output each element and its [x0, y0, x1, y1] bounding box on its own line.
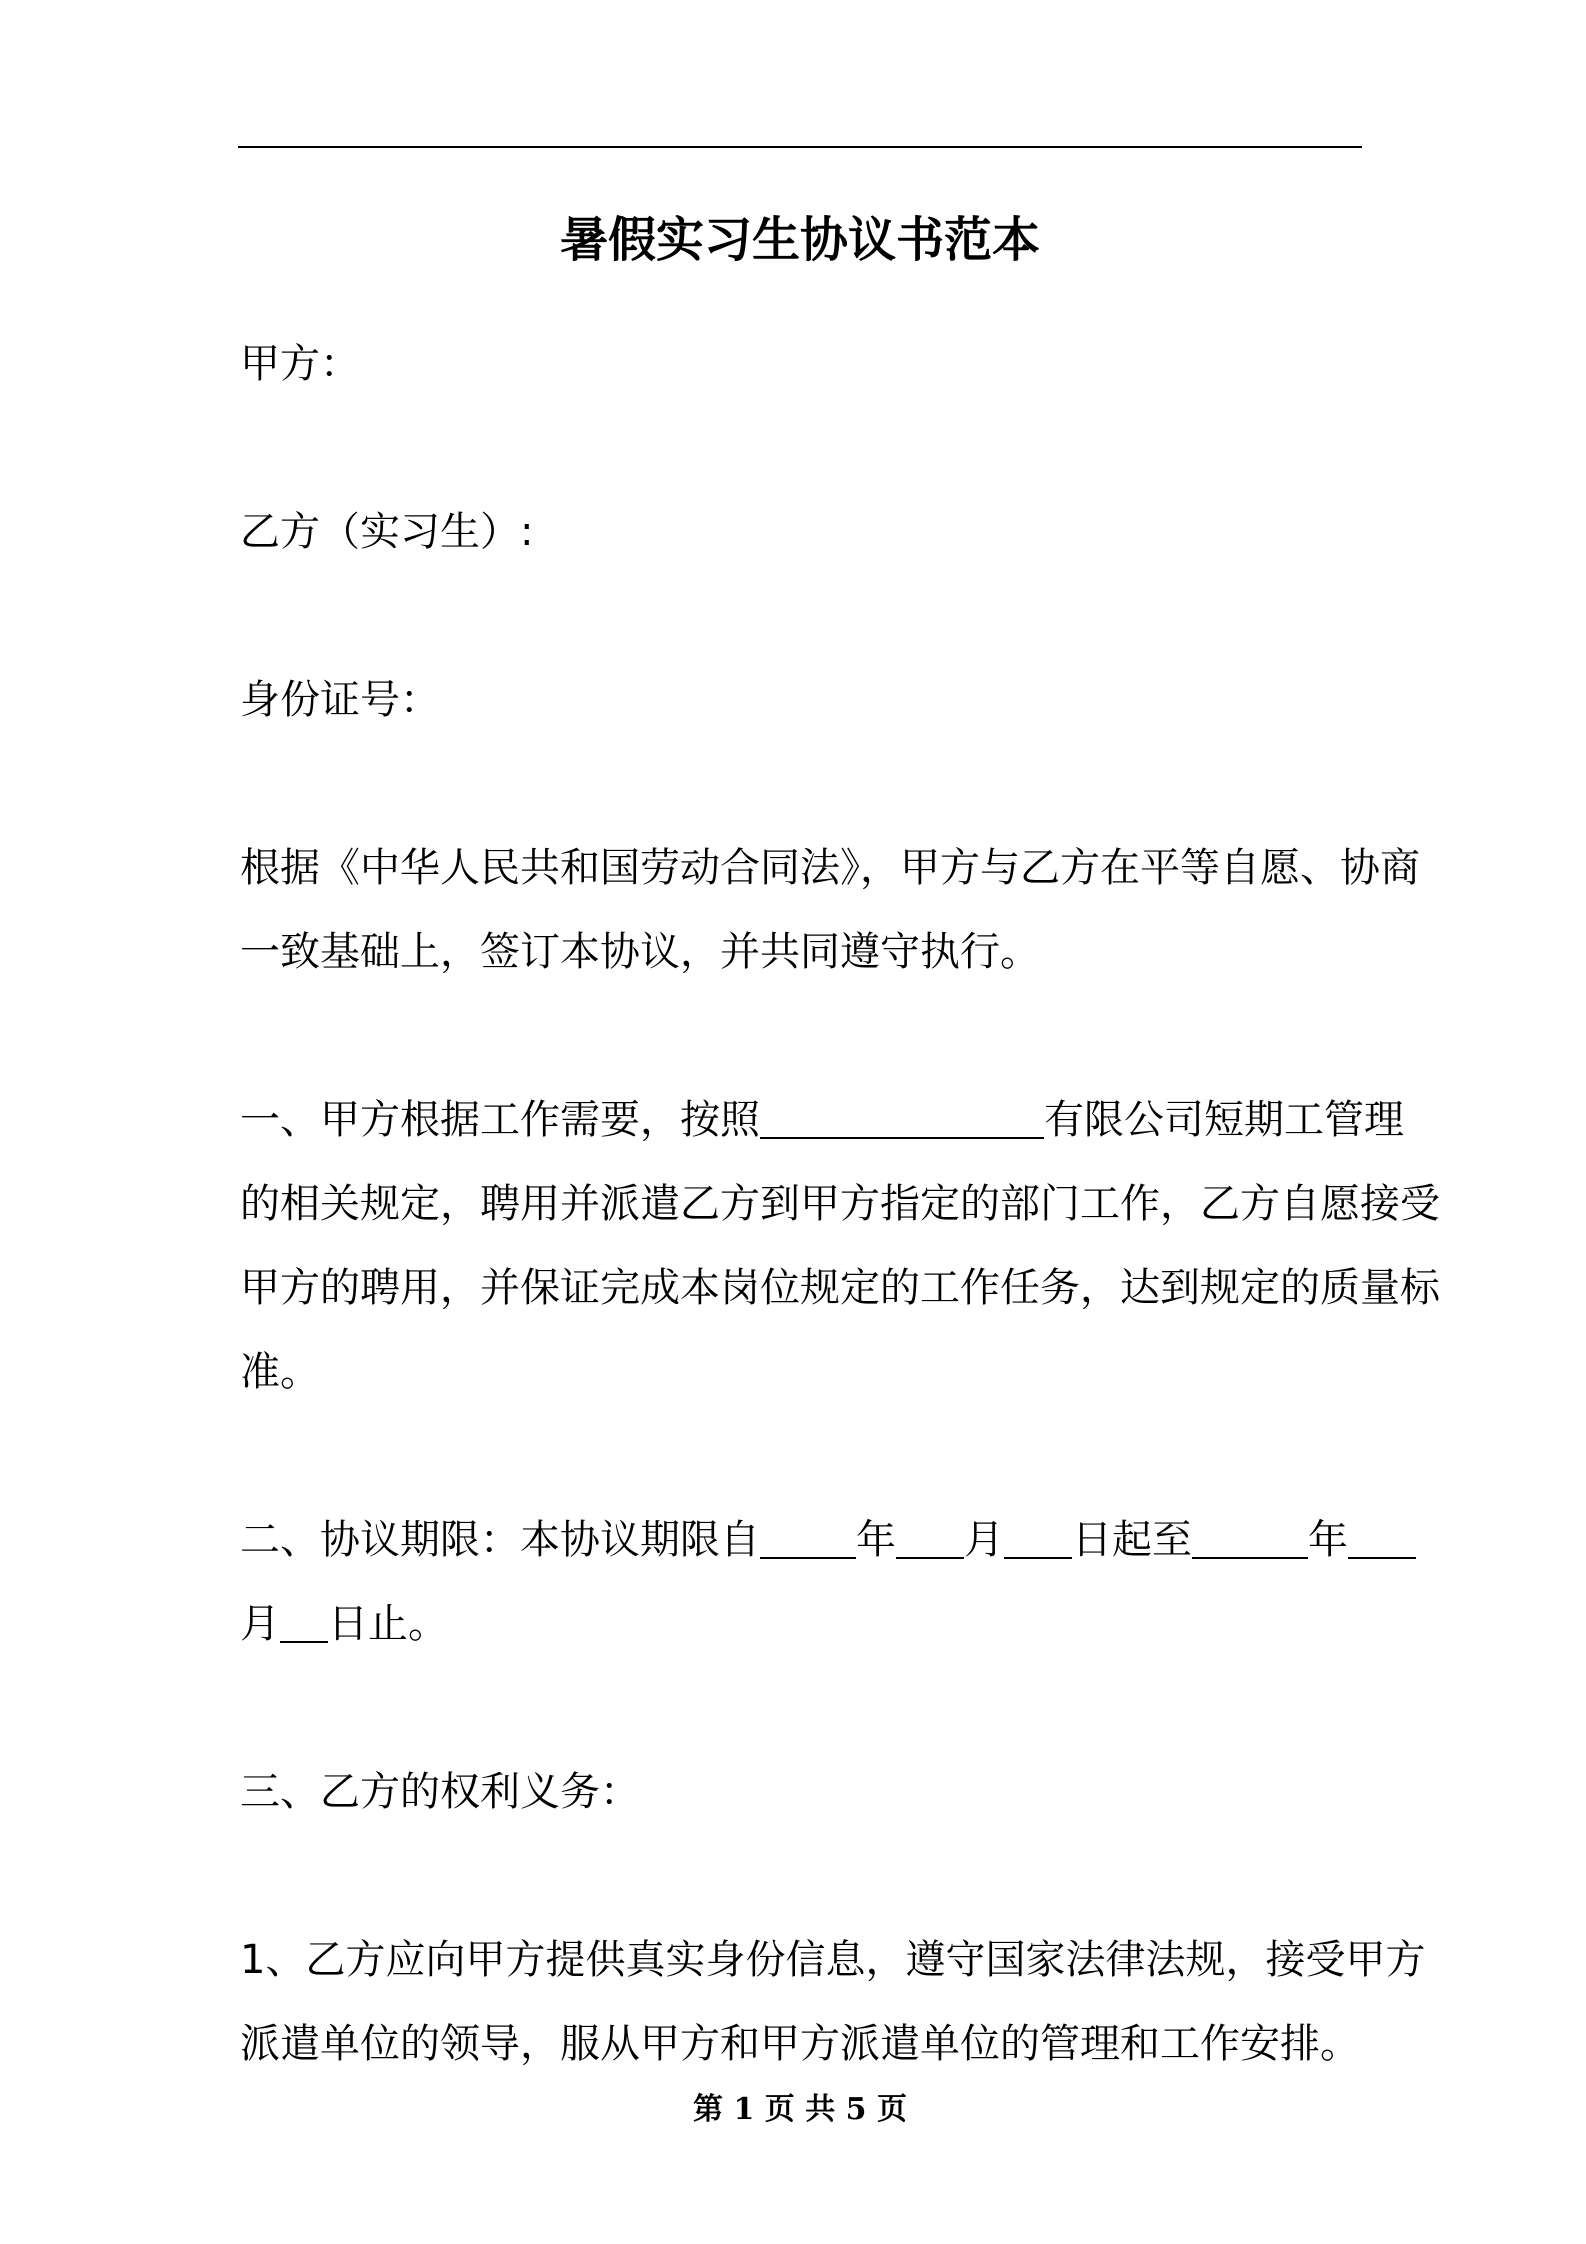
clause-2-year-2: 年 — [1308, 1517, 1348, 1563]
clause-1-line-2: 的相关规定，聘用并派遣乙方到甲方指定的部门工作，乙方自愿接受 — [240, 1181, 1440, 1227]
start-year-blank — [760, 1517, 856, 1559]
clause-3-heading: 三、乙方的权利义务： — [240, 1769, 640, 1815]
clause-1-line-3: 甲方的聘用，并保证完成本岗位规定的工作任务，达到规定的质量标 — [240, 1265, 1440, 1311]
header-rule — [238, 146, 1362, 148]
start-day-blank — [1004, 1517, 1072, 1559]
company-name-blank — [760, 1097, 1044, 1139]
item-1-line-1: 1、乙方应向甲方提供真实身份信息，遵守国家法律法规，接受甲方 — [240, 1937, 1426, 1983]
clause-2-day-from: 日起至 — [1072, 1517, 1192, 1563]
clause-1-text-b: 有限公司短期工管理 — [1044, 1097, 1404, 1143]
clause-1-line-4: 准。 — [240, 1349, 320, 1395]
clause-1-text-a: 一、甲方根据工作需要，按照 — [240, 1097, 760, 1143]
item-1-line-2: 派遣单位的领导，服从甲方和甲方派遣单位的管理和工作安排。 — [240, 2021, 1360, 2067]
clause-2-line-2 — [240, 1582, 1364, 1666]
document-title: 暑假实习生协议书范本 — [559, 212, 1040, 268]
party-a-label: 甲方： — [240, 341, 360, 387]
preamble-line-2: 一致基础上，签订本协议，并共同遵守执行。 — [240, 929, 1040, 975]
end-month-blank — [1348, 1517, 1416, 1559]
clause-2-line-1 — [240, 1498, 1364, 1582]
clause-2-month-2: 月 — [240, 1601, 280, 1647]
party-b-label: 乙方（实习生）: — [240, 509, 534, 555]
preamble-line-1: 根据《中华人民共和国劳动合同法》，甲方与乙方在平等自愿、协商 — [240, 845, 1420, 891]
clause-2-month: 月 — [964, 1517, 1004, 1563]
clause-2-end: 日止。 — [328, 1601, 448, 1647]
id-number-label: 身份证号： — [240, 677, 440, 723]
page-number: 第 1 页 共 5 页 — [693, 2092, 907, 2127]
clause-1-line-1 — [240, 1078, 1404, 1162]
end-day-blank — [280, 1601, 328, 1643]
clause-2-prefix: 二、协议期限：本协议期限自 — [240, 1517, 760, 1563]
end-year-blank — [1192, 1517, 1308, 1559]
start-month-blank — [896, 1517, 964, 1559]
clause-2-year: 年 — [856, 1517, 896, 1563]
